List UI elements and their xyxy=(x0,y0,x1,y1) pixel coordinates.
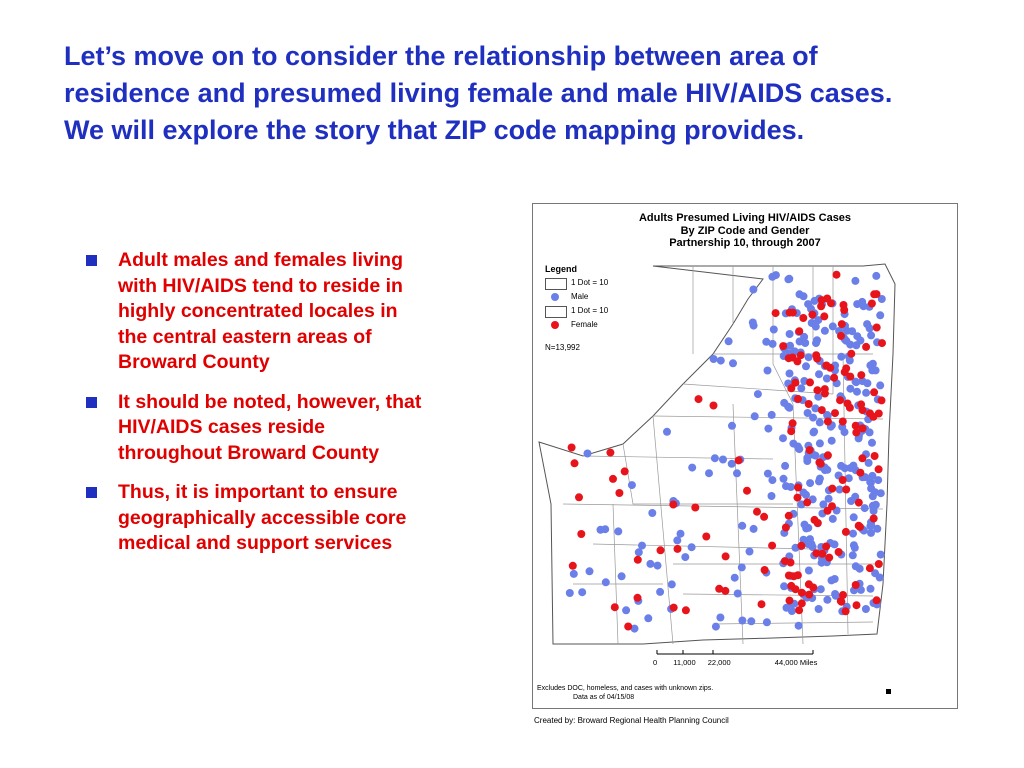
bullet-text: Adult males and females living with HIV/AIDS tend to reside in highly concentrated locales in the central eastern areas of Broward County xyxy=(118,249,403,373)
female-dot xyxy=(871,452,879,460)
male-dot xyxy=(772,271,780,279)
male-dot xyxy=(816,475,824,483)
female-dot xyxy=(786,597,794,605)
female-dot xyxy=(577,530,585,538)
female-dot xyxy=(853,601,861,609)
male-dot xyxy=(768,476,776,484)
bullet-list xyxy=(86,248,426,571)
female-dot xyxy=(818,296,826,304)
female-dot xyxy=(789,419,797,427)
female-dot xyxy=(870,388,878,396)
female-dot xyxy=(833,271,841,279)
legend-label: 1 Dot = 10 xyxy=(571,306,609,315)
female-dot xyxy=(611,603,619,611)
legend-row xyxy=(545,305,608,319)
female-dot xyxy=(753,508,761,516)
male-dot xyxy=(861,504,869,512)
female-dot xyxy=(866,409,874,417)
male-dot xyxy=(828,576,836,584)
female-dot xyxy=(862,343,870,351)
female-dot xyxy=(790,572,798,580)
female-dot xyxy=(858,454,866,462)
female-dot xyxy=(782,524,790,532)
female-dot xyxy=(842,364,850,372)
male-dot xyxy=(763,618,771,626)
female-dot xyxy=(575,493,583,501)
male-dot xyxy=(862,605,870,613)
female-dot xyxy=(837,332,845,340)
square-bullet-icon xyxy=(86,397,97,408)
male-dot xyxy=(614,527,622,535)
female-dot xyxy=(787,559,795,567)
male-dot xyxy=(754,390,762,398)
scale-label: 44,000 Miles xyxy=(774,658,818,667)
female-dot xyxy=(803,498,811,506)
male-dot xyxy=(815,370,823,378)
female-dot xyxy=(569,562,577,570)
male-dot xyxy=(804,409,812,417)
female-dot xyxy=(844,400,852,408)
female-dot xyxy=(875,465,883,473)
female-dot xyxy=(743,487,751,495)
female-dot xyxy=(798,599,806,607)
male-dot xyxy=(876,311,884,319)
male-dot xyxy=(869,492,877,500)
female-dot xyxy=(835,548,843,556)
male-dot xyxy=(716,614,724,622)
male-dot xyxy=(789,440,797,448)
female-dot xyxy=(857,400,865,408)
male-dot xyxy=(746,548,754,556)
male-dot xyxy=(867,529,875,537)
male-dot xyxy=(784,275,792,283)
male-dot xyxy=(584,450,592,458)
female-dot xyxy=(615,489,623,497)
male-dot xyxy=(602,578,610,586)
female-dot xyxy=(828,485,836,493)
map-figure xyxy=(532,203,958,709)
female-dot xyxy=(868,300,876,308)
female-dot xyxy=(838,320,846,328)
female-dot xyxy=(715,585,723,593)
male-dot xyxy=(797,384,805,392)
female-dot xyxy=(794,494,802,502)
male-dot xyxy=(749,319,757,327)
male-dot xyxy=(764,470,772,478)
male-dot xyxy=(779,434,787,442)
male-dot xyxy=(768,492,776,500)
male-dot xyxy=(710,355,718,363)
female-dot xyxy=(842,486,850,494)
male-dot xyxy=(729,359,737,367)
female-dot xyxy=(761,566,769,574)
legend-row xyxy=(545,291,608,305)
case-count: N=13,992 xyxy=(545,343,580,352)
female-dot xyxy=(695,395,703,403)
male-dot xyxy=(867,331,875,339)
male-dot xyxy=(837,462,845,470)
male-dot xyxy=(825,495,833,503)
male-dot xyxy=(711,454,719,462)
female-dot xyxy=(674,545,682,553)
female-dot xyxy=(797,542,805,550)
male-dot xyxy=(712,623,720,631)
male-dot xyxy=(628,481,636,489)
bullet-text: Thus, it is important to ensure geographically accessible core medical and support services xyxy=(118,481,407,554)
male-dot xyxy=(805,353,813,361)
male-dot xyxy=(663,428,671,436)
female-dot xyxy=(873,324,881,332)
male-dot xyxy=(764,425,772,433)
male-dot xyxy=(867,585,875,593)
female-dot xyxy=(760,513,768,521)
female-dot xyxy=(857,371,865,379)
female-dot xyxy=(568,444,576,452)
female-dot xyxy=(787,427,795,435)
male-dot xyxy=(717,357,725,365)
male-dot xyxy=(823,596,831,604)
male-dot xyxy=(849,530,857,538)
female-dot xyxy=(571,459,579,467)
female-dot xyxy=(670,604,678,612)
female-dot xyxy=(794,395,802,403)
male-dot xyxy=(846,385,854,393)
male-dot xyxy=(850,513,858,521)
female-dot xyxy=(811,516,819,524)
female-dot xyxy=(682,606,690,614)
scale-labels xyxy=(653,658,817,667)
male-dot xyxy=(869,360,877,368)
female-dot xyxy=(824,507,832,515)
male-dot xyxy=(738,617,746,625)
female-dot xyxy=(806,446,814,454)
male-dot xyxy=(872,501,880,509)
legend-label: 1 Dot = 10 xyxy=(571,278,609,287)
legend-box-icon xyxy=(545,306,567,318)
scale-label: 11,000 xyxy=(673,658,696,667)
female-dot xyxy=(634,556,642,564)
male-dot xyxy=(806,479,814,487)
male-dot xyxy=(725,337,733,345)
male-dot xyxy=(805,567,813,575)
female-dot xyxy=(606,449,614,457)
male-dot xyxy=(816,418,824,426)
male-dot xyxy=(810,428,818,436)
female-dot xyxy=(691,504,699,512)
male-dot xyxy=(780,475,788,483)
female-dot xyxy=(789,309,797,317)
map-title xyxy=(533,212,957,250)
female-dot xyxy=(839,591,847,599)
male-dot xyxy=(837,353,845,361)
male-dot xyxy=(787,483,795,491)
female-dot xyxy=(866,564,874,572)
male-dot xyxy=(734,590,742,598)
female-dot xyxy=(710,402,718,410)
male-dot xyxy=(681,553,689,561)
female-dot xyxy=(805,400,813,408)
square-bullet-icon xyxy=(86,255,97,266)
male-dot xyxy=(783,604,791,612)
female-dot xyxy=(852,429,860,437)
bullet-item xyxy=(86,390,426,467)
male-dot xyxy=(874,476,882,484)
male-dot xyxy=(800,292,808,300)
male-dot xyxy=(808,319,816,327)
female-dot xyxy=(831,409,839,417)
scale-label: 0 xyxy=(653,658,658,667)
male-dot xyxy=(705,469,713,477)
female-dot xyxy=(873,290,881,298)
female-dot xyxy=(669,501,677,509)
legend-label: Male xyxy=(571,292,589,301)
male-dot xyxy=(816,439,824,447)
male-dot xyxy=(877,551,885,559)
female-dot xyxy=(847,350,855,358)
female-dot xyxy=(794,484,802,492)
bullet-text: It should be noted, however, that HIV/AIDS cases reside throughout Broward County xyxy=(118,390,422,464)
legend-box-icon xyxy=(545,278,567,290)
male-dot xyxy=(829,322,837,330)
map-title-line: By ZIP Code and Gender xyxy=(680,224,810,237)
female-dot xyxy=(722,552,730,560)
female-dot-icon xyxy=(551,321,559,329)
male-dot xyxy=(764,367,772,375)
female-dot xyxy=(842,528,850,536)
map-credit: Created by: Broward Regional Health Planning Council xyxy=(534,716,729,725)
female-dot xyxy=(702,533,710,541)
square-bullet-icon xyxy=(86,487,97,498)
male-dot xyxy=(654,562,662,570)
male-dot xyxy=(818,559,826,567)
female-dot xyxy=(821,390,829,398)
female-dot xyxy=(609,475,617,483)
male-dot xyxy=(586,567,594,575)
female-dot xyxy=(878,339,886,347)
male-dot xyxy=(877,489,885,497)
male-dot xyxy=(862,389,870,397)
female-dot xyxy=(824,451,832,459)
female-dot xyxy=(827,299,835,307)
male-dot xyxy=(815,605,823,613)
female-dot xyxy=(822,362,830,370)
female-dot xyxy=(840,306,848,314)
male-dot xyxy=(751,412,759,420)
bullet-item xyxy=(86,248,426,376)
female-dot xyxy=(795,606,803,614)
female-dot xyxy=(825,554,833,562)
female-dot xyxy=(813,386,821,394)
male-dot xyxy=(801,339,809,347)
male-dot xyxy=(688,543,696,551)
male-dot xyxy=(863,320,871,328)
male-dot xyxy=(804,524,812,532)
map-title-line: Partnership 10, through 2007 xyxy=(669,237,821,249)
male-dot xyxy=(648,509,656,517)
male-dot xyxy=(802,362,810,370)
male-dot xyxy=(780,582,788,590)
female-dot xyxy=(779,342,787,350)
female-dot xyxy=(787,582,795,590)
male-dot xyxy=(738,522,746,530)
female-dot xyxy=(818,406,826,414)
female-dot xyxy=(852,422,860,430)
male-dot xyxy=(781,462,789,470)
male-dot xyxy=(786,330,794,338)
female-dot xyxy=(846,373,854,381)
female-dot xyxy=(842,607,850,615)
female-dot xyxy=(878,396,886,404)
male-dot xyxy=(768,411,776,419)
female-dot xyxy=(624,623,632,631)
female-dot xyxy=(875,560,883,568)
male-dot xyxy=(644,614,652,622)
male-dot xyxy=(762,338,770,346)
female-dot xyxy=(824,418,832,426)
male-dot xyxy=(728,460,736,468)
female-dot xyxy=(806,378,814,386)
male-dot xyxy=(656,588,664,596)
male-dot xyxy=(770,326,778,334)
female-dot xyxy=(805,591,813,599)
male-dot xyxy=(780,399,788,407)
map-legend xyxy=(545,264,608,352)
male-dot xyxy=(829,515,837,523)
female-dot xyxy=(799,314,807,322)
male-dot xyxy=(738,563,746,571)
male-dot xyxy=(668,580,676,588)
male-dot xyxy=(786,370,794,378)
female-dot xyxy=(795,327,803,335)
male-dot xyxy=(849,551,857,559)
female-dot xyxy=(768,542,776,550)
male-dot xyxy=(570,570,578,578)
female-dot xyxy=(839,418,847,426)
male-dot xyxy=(821,327,829,335)
male-dot xyxy=(733,469,741,477)
male-dot xyxy=(831,590,839,598)
male-dot xyxy=(597,526,605,534)
male-dot xyxy=(846,357,854,365)
male-dot xyxy=(872,272,880,280)
female-dot xyxy=(839,476,847,484)
female-dot xyxy=(621,467,629,475)
male-dot xyxy=(823,375,831,383)
male-dot xyxy=(853,300,861,308)
female-dot xyxy=(830,374,838,382)
female-dot xyxy=(873,596,881,604)
female-dot xyxy=(870,515,878,523)
legend-heading: Legend xyxy=(545,264,578,274)
female-dot xyxy=(787,384,795,392)
male-dot xyxy=(856,337,864,345)
male-dot xyxy=(719,456,727,464)
male-dot xyxy=(851,277,859,285)
female-dot xyxy=(808,311,816,319)
male-dot xyxy=(795,622,803,630)
female-dot xyxy=(657,546,665,554)
male-dot xyxy=(731,574,739,582)
male-dot xyxy=(866,428,874,436)
male-dot xyxy=(813,336,821,344)
note-line: Data as of 04/15/08 xyxy=(573,694,635,701)
female-dot xyxy=(856,469,864,477)
male-dot xyxy=(863,379,871,387)
note-line: Excludes DOC, homeless, and cases with unknown zips. xyxy=(537,685,714,692)
map-title-line: Adults Presumed Living HIV/AIDS Cases xyxy=(638,212,852,224)
female-dot xyxy=(735,456,743,464)
male-dot xyxy=(728,422,736,430)
male-dot xyxy=(828,437,836,445)
female-dot xyxy=(758,600,766,608)
bullet-item xyxy=(86,480,426,557)
slide-title: Let’s move on to consider the relationship between area of residence and presumed living female and male HIV/AIDS cases. We will explore the story that ZIP code mapping provides. xyxy=(64,41,893,145)
male-dot xyxy=(688,464,696,472)
female-dot xyxy=(634,594,642,602)
legend-row xyxy=(545,319,608,333)
male-dot xyxy=(578,588,586,596)
male-dot xyxy=(566,589,574,597)
male-dot xyxy=(876,381,884,389)
north-marker-icon xyxy=(886,689,891,694)
male-dot xyxy=(622,606,630,614)
male-dot xyxy=(646,560,654,568)
male-dot xyxy=(747,617,755,625)
female-dot xyxy=(772,309,780,317)
male-dot-icon xyxy=(551,293,559,301)
legend-label: Female xyxy=(571,320,598,329)
male-dot xyxy=(868,439,876,447)
female-dot xyxy=(818,550,826,558)
female-dot xyxy=(813,355,821,363)
map-notes xyxy=(537,684,713,702)
female-dot xyxy=(852,581,860,589)
female-dot xyxy=(809,584,817,592)
female-dot xyxy=(836,396,844,404)
female-dot xyxy=(855,499,863,507)
female-dot xyxy=(789,354,797,362)
scale-label: 22,000 xyxy=(707,658,731,667)
female-dot xyxy=(855,522,863,530)
male-dot xyxy=(635,548,643,556)
female-dot xyxy=(785,512,793,520)
male-dot xyxy=(749,286,757,294)
female-dot xyxy=(815,458,823,466)
male-dot xyxy=(867,485,875,493)
male-dot xyxy=(803,454,811,462)
scale-bar xyxy=(657,650,813,654)
male-dot xyxy=(852,562,860,570)
female-dot xyxy=(822,543,830,551)
male-dot xyxy=(847,464,855,472)
female-dot xyxy=(820,312,828,320)
male-dot xyxy=(851,544,859,552)
legend-row xyxy=(545,277,608,291)
male-dot xyxy=(618,572,626,580)
male-dot xyxy=(677,530,685,538)
male-dot xyxy=(750,525,758,533)
